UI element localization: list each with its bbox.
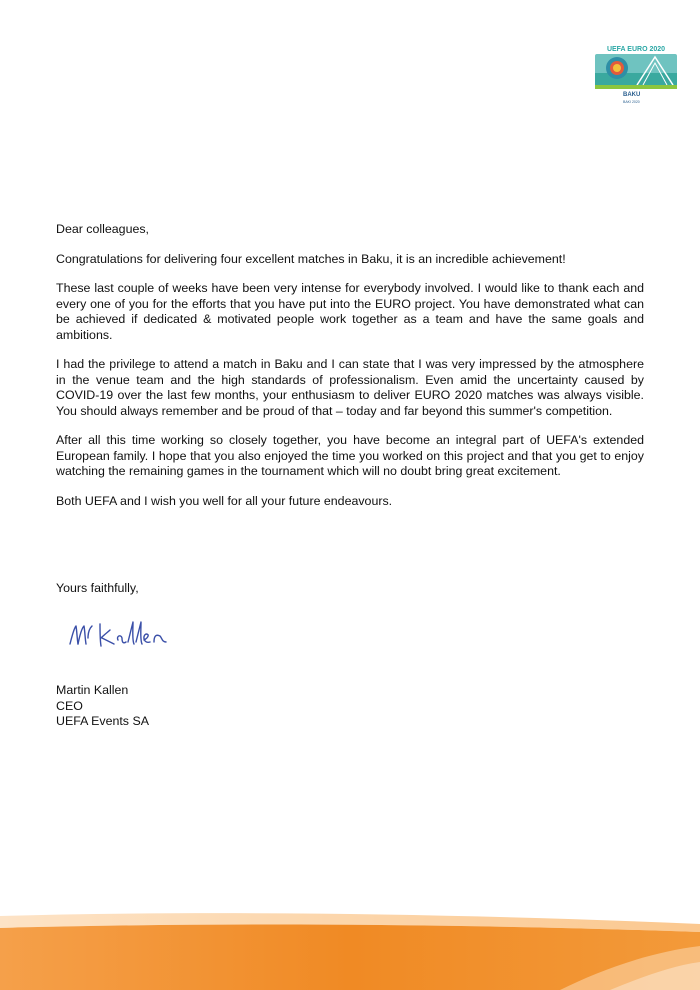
footer-decorative-band [0,900,700,990]
paragraph-well-wishes: Both UEFA and I wish you well for all your future endeavours. [56,493,393,508]
signer-block [56,683,149,730]
uefa-euro-2020-baku-logo [593,43,679,105]
logo-city: BAKU [623,92,641,98]
paragraph-privilege: I had the privilege to attend a match in Baku and I can state that I was very impressed by the atmosphere in the venue team and the high standards of professionalism. Even amid the uncertainty caused by COVID-19 over the last few months, your enthusiasm to deliver EURO 2020 matches was always visible. You should always remember and be proud of that – today and far beyond this summer's competition. [56,357,644,418]
signer-organization: UEFA Events SA [56,714,149,728]
letter-body [56,222,644,523]
salutation: Dear colleagues, [56,222,149,236]
signer-name: Martin Kallen [56,683,129,697]
signer-title: CEO [56,698,83,713]
paragraph-thanks: These last couple of weeks have been very intense for everybody involved. I would like to thank each and every one of you for the efforts that you have put into the EURO project. You have demonstrated what can be achieved if dedicated & motivated people work together as a team and have the same goals and ambitions. [56,281,644,342]
closing-line: Yours faithfully, [56,581,139,595]
paragraph-congratulations: Congratulations for delivering four excellent matches in Baku, it is an incredible achievement! [56,251,566,266]
logo-subtitle: BAKI 2020 [623,100,640,104]
logo-title: UEFA EURO 2020 [606,46,666,53]
paragraph-family: After all this time working so closely together, you have become an integral part of UEFA's extended European family. I hope that you also enjoyed the time you worked on this project and that you get to enjoy watching the remaining games in the tournament which will no doubt bring great excitement. [56,433,644,478]
handwritten-signature [66,618,178,654]
